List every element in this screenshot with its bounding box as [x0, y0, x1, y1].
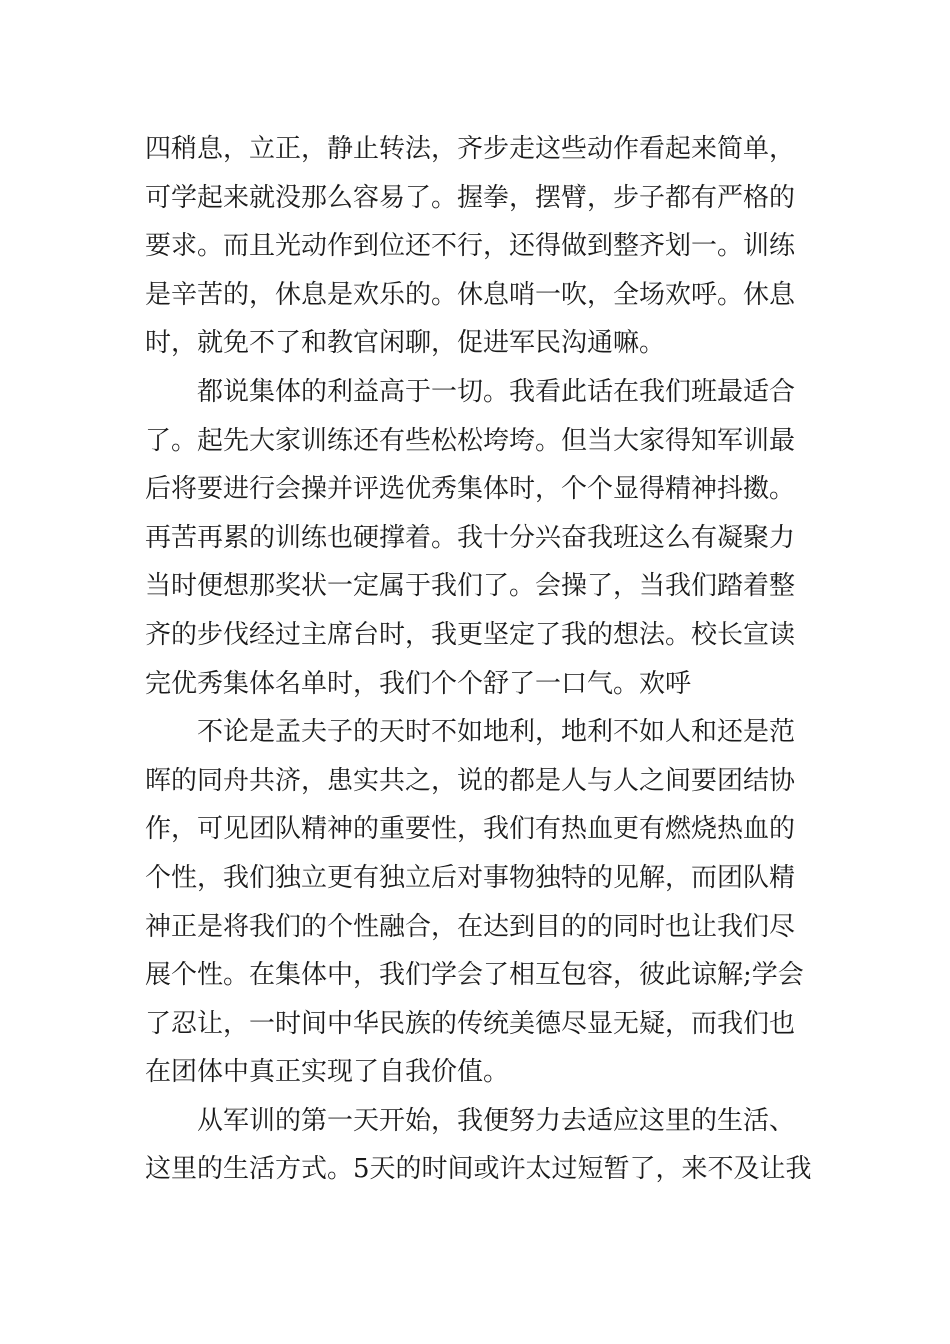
text-line: 当时便想那奖状一定属于我们了。会操了，当我们踏着整: [145, 571, 796, 602]
text-line: 可学起来就没那么容易了。握拳，摆臂，步子都有严格的: [145, 182, 796, 213]
text-line: 后将要进行会操并评选优秀集体时，个个显得精神抖擞。: [145, 474, 796, 505]
text-line: 要求。而且光动作到位还不行，还得做到整齐划一。训练: [145, 231, 796, 262]
text-line: 时，就免不了和教官闲聊，促进军民沟通嘛。: [145, 328, 666, 359]
text-line: 再苦再累的训练也硬撑着。我十分兴奋我班这么有凝聚力: [145, 522, 796, 553]
text-line: 四稍息，立正，静止转法，齐步走这些动作看起来简单，: [145, 134, 796, 164]
text-line: 作，可见团队精神的重要性，我们有热血更有燃烧热血的: [145, 814, 796, 845]
text-line: 在团体中真正实现了自我价值。: [145, 1057, 510, 1088]
text-line: 这里的生活方式。5天的时间或许太过短暂了，来不及让我: [145, 1154, 812, 1185]
text-line: 了。起先大家训练还有些松松垮垮。但当大家得知军训最: [145, 425, 796, 456]
paragraph-start-line: 都说集体的利益高于一切。我看此话在我们班最适合: [197, 376, 796, 407]
text-line: 展个性。在集体中，我们学会了相互包容，彼此谅解;学会: [145, 960, 804, 991]
body-text: [145, 125, 815, 1194]
text-line: 齐的步伐经过主席台时，我更坚定了我的想法。校长宣读: [145, 619, 796, 650]
text-line: 是辛苦的，休息是欢乐的。休息哨一吹，全场欢呼。休息: [145, 279, 796, 310]
text-line: 完优秀集体名单时，我们个个舒了一口气。欢呼: [145, 668, 692, 699]
text-line: 了忍让，一时间中华民族的传统美德尽显无疑，而我们也: [145, 1008, 796, 1039]
text-line: 个性，我们独立更有独立后对事物独特的见解，而团队精: [145, 862, 796, 893]
text-line: 晖的同舟共济，患实共之，说的都是人与人之间要团结协: [145, 765, 796, 796]
text-line: 神正是将我们的个性融合，在达到目的的同时也让我们尽: [145, 911, 796, 942]
paragraph-start-line: 不论是孟夫子的天时不如地利，地利不如人和还是范: [197, 717, 796, 748]
paragraph-start-line: 从军训的第一天开始，我便努力去适应这里的生活、: [197, 1105, 796, 1136]
